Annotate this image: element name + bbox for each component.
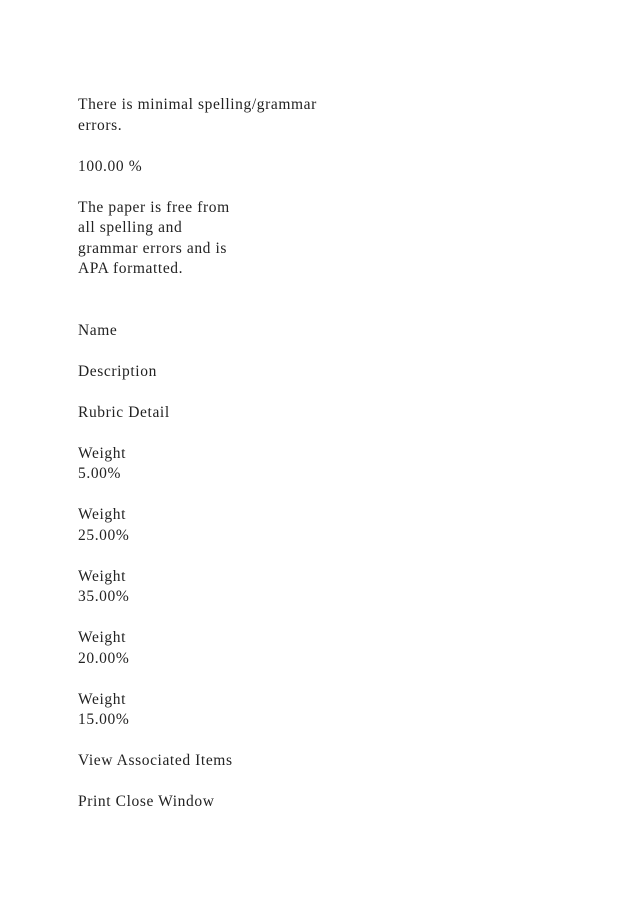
rubric-detail-header: Rubric Detail	[78, 403, 170, 421]
criterion-score: 100.00 %	[78, 157, 143, 175]
rubric-page	[78, 95, 598, 813]
weight-row	[78, 628, 598, 669]
close-window-link[interactable]: Close Window	[115, 793, 215, 810]
weight-label: Weight	[78, 690, 126, 708]
weight-label: Weight	[78, 567, 126, 585]
weight-row	[78, 567, 598, 608]
weight-value: 25.00%	[78, 526, 130, 544]
print-link[interactable]: Print	[78, 793, 112, 810]
weight-value: 35.00%	[78, 588, 130, 605]
weight-row	[78, 690, 598, 731]
criterion-description-line: errors.	[78, 116, 123, 134]
footer-actions	[78, 792, 598, 813]
name-header: Name	[78, 321, 118, 339]
view-associated-items-link[interactable]: View Associated Items	[78, 752, 233, 769]
weight-label: Weight	[78, 506, 126, 523]
criterion-detail	[78, 198, 598, 280]
weight-value: 5.00%	[78, 465, 122, 482]
criterion-description	[78, 95, 598, 136]
criterion-detail-line: APA formatted.	[78, 260, 184, 277]
criterion-description-line: There is minimal spelling/grammar	[78, 96, 317, 113]
criterion-detail-line: The paper is free from	[78, 198, 230, 216]
weight-value: 20.00%	[78, 649, 130, 667]
criterion-detail-line: grammar errors and is	[78, 239, 228, 257]
description-header: Description	[78, 362, 157, 380]
weight-row	[78, 505, 598, 546]
criterion-detail-line: all spelling and	[78, 219, 183, 236]
weight-row	[78, 444, 598, 485]
weight-label: Weight	[78, 629, 126, 646]
weight-value: 15.00%	[78, 711, 130, 728]
weight-label: Weight	[78, 444, 126, 462]
